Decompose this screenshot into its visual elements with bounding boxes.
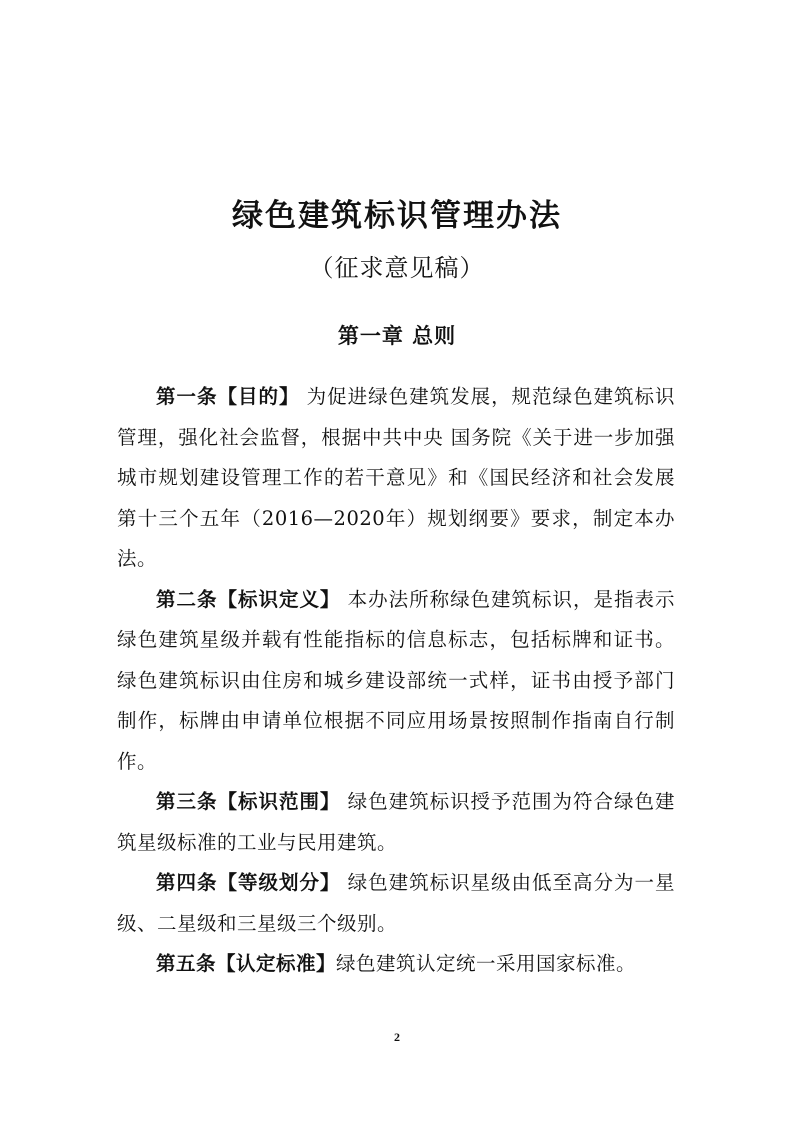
article-5-text: 绿色建筑认定统一采用国家标准。 (336, 952, 637, 975)
article-3-heading: 第三条【标识范围】 (156, 790, 341, 813)
article-2-heading: 第二条【标识定义】 (156, 587, 341, 611)
article-1-text: 为促进绿色建筑发展，规范绿色建筑标识管理，强化社会监督，根据中共中央 国务院《关于进一步加强城市规划建设管理工作的若干意见》和《国民经济和社会发展第十三个五年（2016—2020年）规划纲要》要求，制定本办法。 (117, 385, 675, 570)
article-2 (117, 580, 675, 783)
article-4 (117, 863, 675, 944)
page-number: 2 (394, 1030, 400, 1044)
article-5 (117, 944, 675, 985)
article-1 (117, 377, 675, 580)
article-4-text: 绿色建筑标识星级由低至高分为一星级、二星级和三星级三个级别。 (117, 871, 675, 935)
document-subtitle: （征求意见稿） (309, 254, 485, 282)
chapter-heading: 第一章 总则 (337, 324, 457, 348)
article-5-heading: 第五条【认定标准】 (156, 952, 337, 975)
document-title: 绿色建筑标识管理办法 (232, 198, 562, 234)
article-2-text: 本办法所称绿色建筑标识，是指表示绿色建筑星级并载有性能指标的信息标志，包括标牌和证书。绿色建筑标识由住房和城乡建设部统一式样，证书由授予部门制作，标牌由申请单位根据不同应用场景按照制作指南自行制作。 (117, 587, 675, 773)
article-3 (117, 782, 675, 863)
article-3-text: 绿色建筑标识授予范围为符合绿色建筑星级标准的工业与民用建筑。 (117, 790, 675, 854)
document-body (117, 377, 675, 985)
article-4-heading: 第四条【等级划分】 (156, 871, 341, 894)
article-1-heading: 第一条【目的】 (156, 385, 300, 408)
